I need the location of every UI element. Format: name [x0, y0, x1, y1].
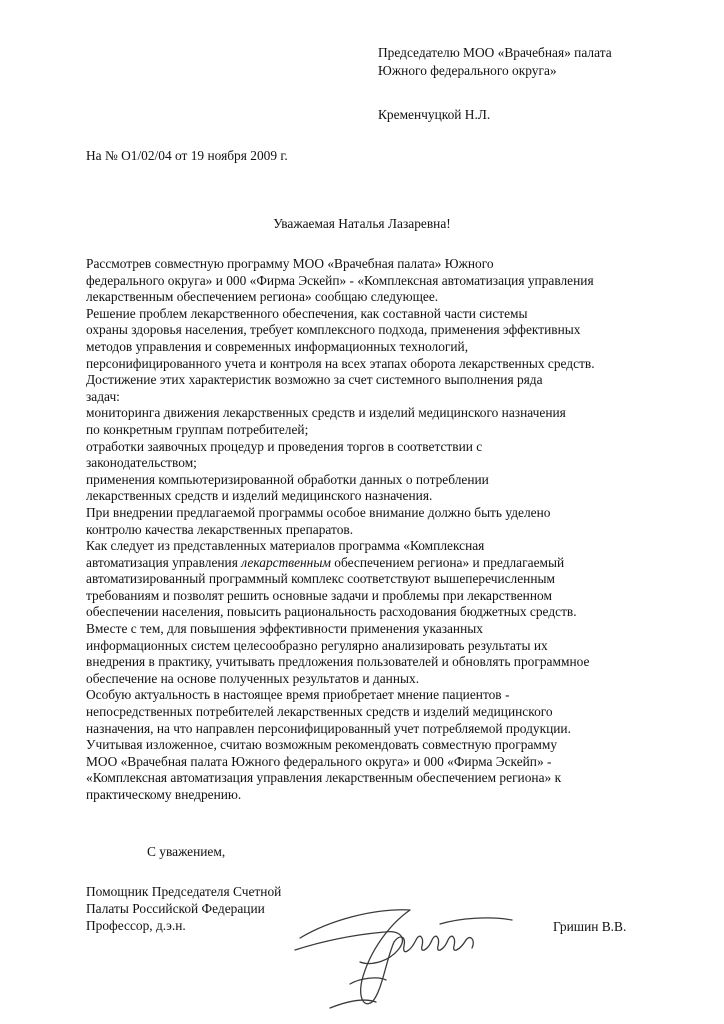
addressee-block: Председателю МОО «Врачебная» палата Южного федерального округа» — [378, 45, 612, 78]
handwritten-signature — [290, 880, 520, 1020]
paragraph-9: Вместе с тем, для повышения эффективности применения указанных информационных систем целесообразно регулярно анализировать результаты их внедрения в практику, учитывать предложения пользователей и обновлять программное обеспечение на основе полученных результатов и данных. — [86, 621, 590, 686]
letter-body — [86, 256, 634, 804]
paragraph-8-italic: лекарственным — [241, 554, 331, 570]
addressee-name: Кременчуцкой Н.Л. — [378, 107, 491, 122]
paragraph-8 — [86, 538, 634, 621]
signer-title: Помощник Председателя Счетной Палаты Российской Федерации Профессор, д.э.н. — [86, 884, 282, 933]
signature-stroke — [440, 918, 512, 924]
paragraph-6: применения компьютеризированной обработки данных о потреблении лекарственных средств и изделий медицинского назначения. — [86, 471, 489, 504]
paragraph-2: Решение проблем лекарственного обеспечения, как составной части системы охраны здоровья населения, требует комплексного подхода, применения эффективных методов управления и современных информационных технологий, персонифицированного учета и контроля на всех этапах оборота лекарственных средств. — [86, 305, 595, 371]
closing: С уважением, — [147, 844, 226, 859]
reference-line: На № О1/02/04 от 19 ноября 2009 г. — [86, 148, 288, 163]
paragraph-8-part-b: обеспечением региона» и предлагаемый автоматизированный программный комплекс соответствуют вышеперечисленным требованиям и позволят решить основные задачи и проблемы при лекарственном обеспечении населения, повысить рациональность расходования бюджетных средств. — [86, 554, 577, 620]
signature-stroke — [350, 978, 386, 984]
paragraph-11: Учитывая изложенное, считаю возможным рекомендовать совместную программу МОО «Врачебная палата Южного федерального округа» и 000 «Фирма Эскейп» - «Комплексная автоматизация управления лекарственным обеспечением региона» к практическому внедрению. — [86, 737, 562, 802]
signature-stroke — [295, 932, 402, 964]
paragraph-7: При внедрении предлагаемой программы особое внимание должно быть уделено контролю качества лекарственных препаратов. — [86, 504, 551, 537]
paragraph-10: Особую актуальность в настоящее время приобретает мнение пациентов - непосредственных потребителей лекарственных средств и изделий медицинского назначения, на что направлен персонифицированный учет потребляемой продукции. — [86, 687, 571, 736]
paragraph-3: Достижение этих характеристик возможно за счет системного выполнения ряда задач: — [86, 372, 543, 404]
paragraph-5: отработки заявочных процедур и проведения торгов в соответствии с законодательством; — [86, 438, 483, 471]
signature-stroke — [394, 936, 473, 951]
salutation: Уважаемая Наталья Лазаревна! — [273, 216, 451, 231]
paragraph-8-part-a: Как следует из представленных материалов программа «Комплексная автоматизация управления — [86, 538, 485, 570]
paragraph-1: Рассмотрев совместную программу МОО «Врачебная палата» Южного федерального округа» и 000 «Фирма Эскейп» - «Комплексная автоматизация управления лекарственным обеспечением региона» сообщаю следующее. — [86, 256, 594, 305]
paragraph-4: мониторинга движения лекарственных средств и изделий медицинского назначения по конкретным группам потребителей; — [86, 405, 566, 437]
signer-name: Гришин В.В. — [553, 919, 627, 934]
signature-stroke — [300, 910, 410, 1004]
